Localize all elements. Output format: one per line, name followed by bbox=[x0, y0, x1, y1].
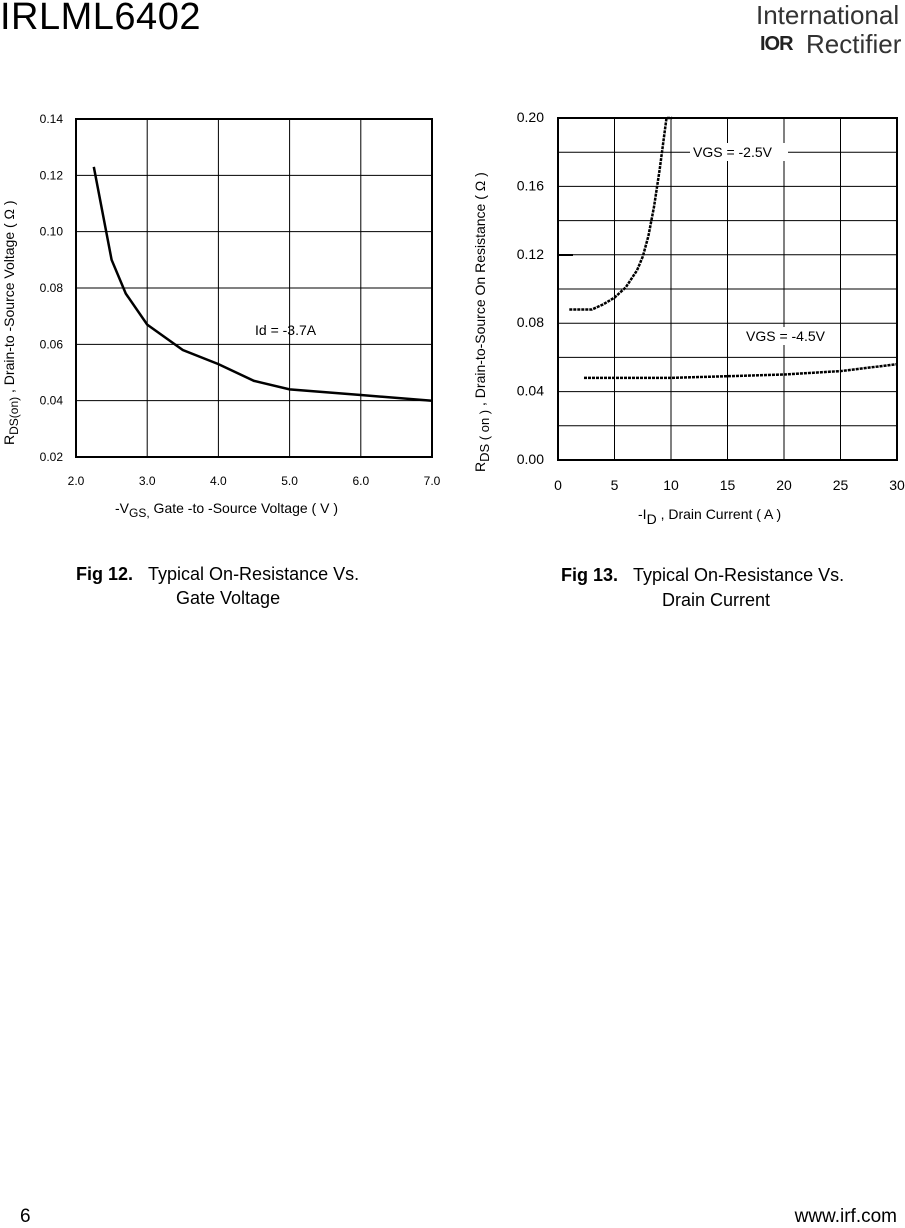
chart13-series-vgs-4.5v bbox=[584, 364, 897, 378]
chart12-xtick-label: 3.0 bbox=[138, 474, 156, 488]
chart13-xlabel: -ID , Drain Current ( A ) bbox=[638, 506, 782, 527]
chart13-ytick-label: 0.04 bbox=[516, 382, 544, 399]
chart12-ytick-label: 0.02 bbox=[39, 450, 63, 464]
chart12-xtick-label: 7.0 bbox=[423, 474, 441, 488]
chart13-ylabel: RDS ( on ) , Drain-to-Source On Resistance ( Ω ) bbox=[472, 172, 492, 472]
page-number: 6 bbox=[20, 1206, 31, 1227]
chart12-xlabel: -VGS, Gate -to -Source Voltage ( V ) bbox=[115, 500, 338, 520]
chart13-ytick-label: 0.12 bbox=[516, 245, 544, 262]
fig12-caption-line1: Typical On-Resistance Vs. bbox=[148, 564, 360, 584]
chart12-xtick-label: 6.0 bbox=[352, 474, 370, 488]
chart13-xtick-label: 30 bbox=[889, 477, 905, 493]
chart12-xtick-label: 2.0 bbox=[67, 474, 85, 488]
chart12-ytick-label: 0.04 bbox=[39, 393, 63, 408]
chart13-xtick-label: 25 bbox=[832, 477, 849, 493]
fig13-caption bbox=[561, 565, 844, 586]
chart13-xtick-label: 20 bbox=[776, 477, 792, 493]
brand-name-line1: International bbox=[756, 0, 900, 30]
chart12-ytick-label: 0.08 bbox=[39, 281, 63, 295]
chart12-annotation-id: Id = -3.7A bbox=[255, 322, 317, 338]
chart13-annotation-vgs1: VGS = -2.5V bbox=[693, 144, 772, 160]
chart12-ytick-label: 0.14 bbox=[39, 112, 63, 126]
chart13-xtick-label: 15 bbox=[719, 477, 736, 493]
chart13-ytick-label: 0.20 bbox=[516, 109, 544, 125]
fig13-label: Fig 13. bbox=[561, 565, 619, 585]
chart13-xtick-label: 0 bbox=[554, 477, 562, 493]
website-url: www.irf.com bbox=[794, 1206, 897, 1227]
ior-logo-icon: IOR bbox=[760, 32, 793, 55]
chart12-ylabel: RDS(on) , Drain-to -Source Voltage ( Ω ) bbox=[1, 200, 21, 445]
chart13-ticks bbox=[517, 109, 905, 493]
chart13-grid bbox=[558, 118, 897, 460]
brand-name-line2: Rectifier bbox=[806, 28, 902, 59]
chart12-xtick-label: 5.0 bbox=[281, 474, 298, 488]
chart13-annotation-vgs2: VGS = -4.5V bbox=[746, 328, 825, 344]
chart13-ytick-label: 0.00 bbox=[516, 451, 544, 467]
fig13-caption-line2: Drain Current bbox=[662, 590, 771, 610]
chart13-ytick-label: 0.16 bbox=[516, 177, 544, 194]
fig13-caption-line1: Typical On-Resistance Vs. bbox=[633, 565, 845, 585]
chart12-ytick-label: 0.06 bbox=[39, 337, 63, 352]
chart12-xtick-label: 4.0 bbox=[210, 474, 227, 488]
fig12-label: Fig 12. bbox=[76, 564, 134, 584]
chart13-ytick-label: 0.08 bbox=[516, 314, 544, 331]
fig12-caption-line2: Gate Voltage bbox=[176, 588, 281, 608]
chart13-series-vgs-2.5v bbox=[569, 118, 672, 310]
fig12-caption bbox=[76, 564, 359, 585]
chart12-ytick-label: 0.12 bbox=[39, 168, 63, 183]
chart13-xtick-label: 5 bbox=[610, 477, 619, 493]
part-number: IRLML6402 bbox=[0, 0, 201, 38]
chart12-ytick-label: 0.10 bbox=[39, 224, 63, 239]
chart13-xtick-label: 10 bbox=[663, 477, 679, 493]
